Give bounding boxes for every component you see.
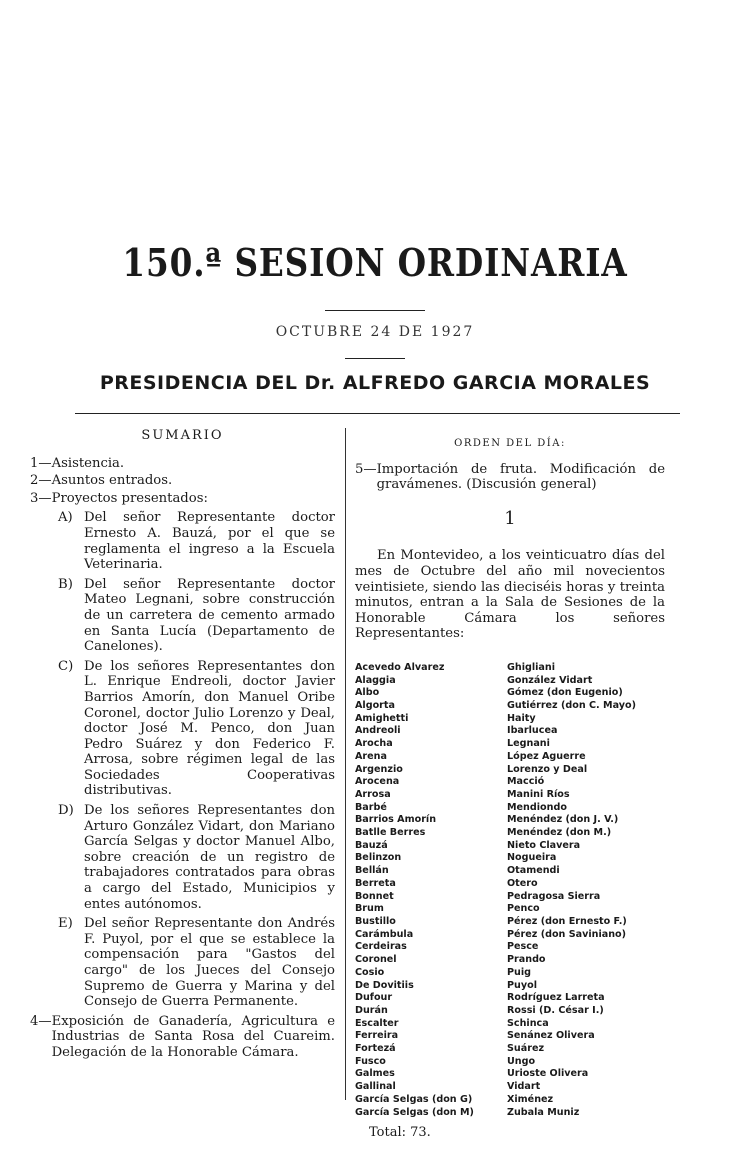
attendee-name: Argenzio bbox=[355, 763, 403, 775]
attendee-name: Cosio bbox=[355, 966, 385, 978]
attendee-name: Barrios Amorín bbox=[355, 814, 437, 826]
attendee-name: Prando bbox=[507, 954, 546, 966]
attendee-total: Total: 73. bbox=[369, 1125, 431, 1141]
attendee-name: Senánez Olivera bbox=[507, 1030, 595, 1042]
attendee-name: Mendiondo bbox=[507, 801, 567, 813]
attendee-name: Bellán bbox=[355, 865, 389, 877]
sumario-column bbox=[30, 428, 335, 1063]
attendee-name: Alaggia bbox=[355, 674, 396, 686]
attendee-name: Arena bbox=[355, 750, 387, 762]
attendee-name: Gutiérrez (don C. Mayo) bbox=[507, 700, 636, 712]
attendee-name: Belinzon bbox=[355, 852, 402, 864]
attendee-name: Albo bbox=[355, 687, 380, 699]
sumario-subitem: B) Del señor Representante doctor Mateo Legnani, sobre construcción de un carretera de cemento armado en Santa Lucía (Departamento de Canelones). bbox=[58, 576, 335, 655]
attendee-name: Vidart bbox=[507, 1081, 541, 1093]
attendee-name: Barbé bbox=[355, 801, 387, 813]
sumario-item: 1— Asistencia. bbox=[30, 455, 125, 471]
sumario-title: SUMARIO bbox=[141, 428, 224, 443]
sumario-subitem: C) De los señores Representantes don L. Enrique Endreoli, doctor Javier Barrios Amorín, don Manuel Oribe Coronel, doctor Julio Lorenzo y Deal, doctor José M. Penco, don Juan Pedro Suárez y don Federico F. Arrosa, sobre régimen legal de las Sociedades Cooperativas distributivas. bbox=[58, 658, 335, 799]
sumario-item: 2— Asuntos entrados. bbox=[30, 473, 173, 489]
attendee-name: Legnani bbox=[507, 738, 550, 750]
attendee-name: Ibarlucea bbox=[507, 725, 558, 737]
attendee-name: Bauzá bbox=[355, 839, 388, 851]
sumario-subitem: A) Del señor Representante doctor Ernesto A. Bauzá, por el que se reglamenta el ingreso a la Escuela Veterinaria. bbox=[58, 510, 335, 573]
attendee-name: Batlle Berres bbox=[355, 827, 426, 839]
sumario-item: 3— Proyectos presentados: bbox=[30, 490, 208, 506]
attendee-name: Otamendi bbox=[507, 865, 560, 877]
orden-title: ORDEN DEL DÍA: bbox=[454, 438, 566, 449]
attendee-name: Bustillo bbox=[355, 916, 396, 927]
attendee-name: Pérez (don Ernesto F.) bbox=[507, 916, 627, 927]
orden-column bbox=[355, 436, 665, 1141]
attendee-name: Penco bbox=[507, 903, 540, 915]
attendee-name: Nieto Clavera bbox=[507, 839, 581, 851]
orden-item: 5— Importación de fruta. Modificación de gravámenes. (Discusión general) bbox=[355, 461, 665, 493]
session-title: 150.ª SESION ORDINARIA bbox=[122, 240, 628, 285]
attendee-name: Gómez (don Eugenio) bbox=[507, 687, 623, 699]
attendee-name: Macció bbox=[507, 776, 545, 788]
divider bbox=[75, 413, 680, 414]
attendee-name: Rodríguez Larreta bbox=[507, 992, 605, 1004]
divider bbox=[325, 310, 425, 311]
attendee-name: Lorenzo y Deal bbox=[507, 763, 588, 775]
attendee-name: Ferreira bbox=[355, 1030, 399, 1042]
attendee-name: Andreoli bbox=[355, 725, 401, 737]
attendee-name: Pesce bbox=[507, 941, 539, 953]
attendee-name: Suárez bbox=[507, 1043, 545, 1055]
attendee-name: Escalter bbox=[355, 1017, 399, 1029]
attendee-name: Galmes bbox=[355, 1068, 395, 1080]
attendee-name: García Selgas (don G) bbox=[355, 1093, 473, 1105]
attendee-name: Pérez (don Saviniano) bbox=[507, 928, 627, 940]
presidency-heading: PRESIDENCIA DEL Dr. ALFREDO GARCIA MORALES bbox=[99, 372, 651, 394]
attendee-name: Zubala Muniz bbox=[507, 1106, 580, 1118]
attendee-name: Acevedo Alvarez bbox=[355, 661, 445, 673]
attendee-name: Carámbula bbox=[355, 928, 414, 940]
sumario-subitem: E) Del señor Representante don Andrés F. Puyol, por el que se establece la compensación para "Gastos del cargo" de los Jueces del Consejo Supremo de Guerra y Marina y del Consejo de Guerra Permanente. bbox=[58, 916, 335, 1010]
section-number: 1 bbox=[504, 507, 516, 529]
attendee-name: Fusco bbox=[355, 1055, 386, 1067]
attendee-name: Arrosa bbox=[355, 788, 391, 800]
attendee-name: De Dovitiis bbox=[355, 979, 414, 991]
attendee-name: Algorta bbox=[355, 700, 395, 712]
attendee-name: Arocena bbox=[355, 776, 400, 788]
attendee-name: Ximénez bbox=[507, 1093, 554, 1105]
attendee-name: Durán bbox=[355, 1004, 388, 1016]
attendee-list bbox=[355, 662, 665, 1119]
attendee-name: Puig bbox=[507, 966, 532, 978]
attendee-column-2 bbox=[507, 662, 665, 1119]
section-paragraph: En Montevideo, a los veinticuatro días del mes de Octubre del año mil novecientos veintisiete, siendo las dieciséis horas y treinta minutos, entran a la Sala de Sesiones de la Honorable Cámara los señores Representantes: bbox=[355, 548, 665, 642]
attendee-name: García Selgas (don M) bbox=[355, 1106, 474, 1118]
attendee-name: López Aguerre bbox=[507, 750, 586, 762]
attendee-name: Amighetti bbox=[355, 712, 409, 724]
attendee-name: Ungo bbox=[507, 1055, 536, 1067]
attendee-name: Manini Ríos bbox=[507, 788, 570, 800]
attendee-name: Ghigliani bbox=[507, 661, 556, 673]
attendee-name: Bonnet bbox=[355, 890, 394, 902]
attendee-name: Coronel bbox=[355, 954, 397, 966]
attendee-name: Rossi (D. César I.) bbox=[507, 1004, 604, 1016]
attendee-name: Pedragosa Sierra bbox=[507, 890, 601, 902]
attendee-name: Schinca bbox=[507, 1017, 549, 1029]
sumario-subitem: D) De los señores Representantes don Arturo González Vidart, don Mariano García Selgas y doctor Manuel Albo, sobre creación de un registro de trabajadores contratados para obras a cargo del Estado, Municipios y entes autónomos. bbox=[58, 803, 335, 912]
attendee-name: Menéndez (don M.) bbox=[507, 827, 612, 839]
attendee-name: González Vidart bbox=[507, 674, 593, 686]
attendee-name: Otero bbox=[507, 877, 538, 889]
attendee-name: Cerdeiras bbox=[355, 941, 407, 953]
attendee-name: Menéndez (don J. V.) bbox=[507, 814, 619, 826]
attendee-name: Gallinal bbox=[355, 1081, 396, 1093]
attendee-name: Nogueira bbox=[507, 852, 557, 864]
column-divider bbox=[345, 428, 346, 1100]
attendee-name: Haity bbox=[507, 712, 536, 724]
attendee-name: Dufour bbox=[355, 992, 393, 1004]
attendee-name: Urioste Olivera bbox=[507, 1068, 589, 1080]
sumario-item: 4— Exposición de Ganadería, Agricultura e Industrias de Santa Rosa del Cuareim. Delegación de la Honorable Cámara. bbox=[30, 1013, 335, 1060]
attendee-name: Puyol bbox=[507, 979, 537, 991]
session-date: OCTUBRE 24 DE 1927 bbox=[275, 324, 475, 340]
attendee-name: Berreta bbox=[355, 877, 396, 889]
divider bbox=[345, 358, 405, 359]
attendee-column-1 bbox=[355, 662, 507, 1119]
attendee-name: Brum bbox=[355, 903, 384, 915]
attendee-name: Fortezá bbox=[355, 1043, 396, 1055]
attendee-name: Arocha bbox=[355, 738, 393, 750]
